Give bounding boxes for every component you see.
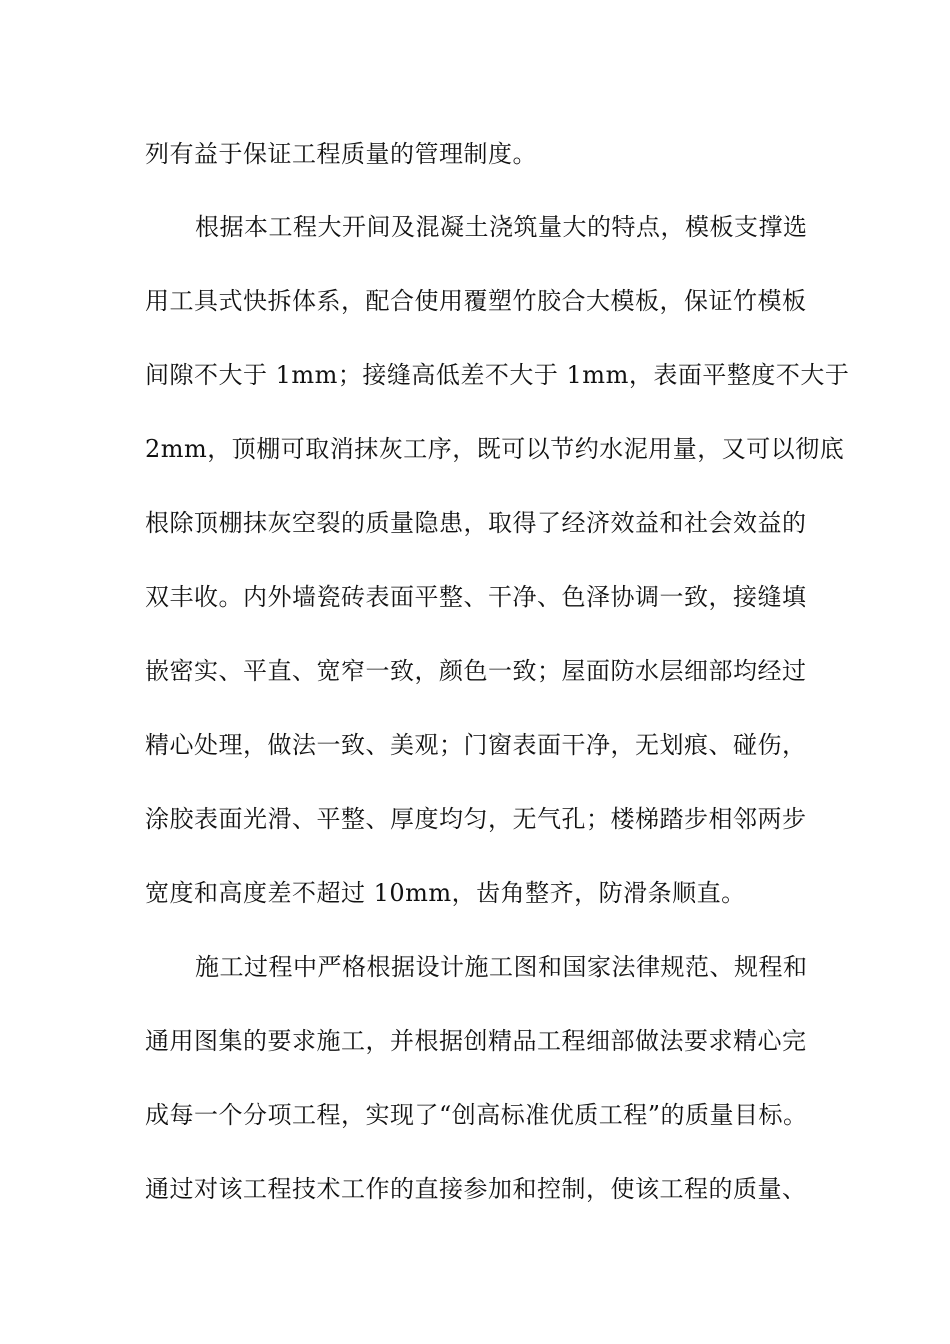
text-line: 通用图集的要求施工，并根据创精品工程细部做法要求精心完 — [145, 1027, 807, 1055]
text-line: 列有益于保证工程质量的管理制度。 — [145, 140, 537, 168]
paragraph-start-line: 根据本工程大开间及混凝土浇筑量大的特点，模板支撑选 — [195, 213, 808, 241]
text-line: 成每一个分项工程，实现了“创高标准优质工程”的质量目标。 — [145, 1101, 808, 1129]
text-line: 用工具式快拆体系，配合使用覆塑竹胶合大模板，保证竹模板 — [145, 287, 807, 315]
text-line: 间隙不大于 1mm；接缝高低差不大于 1mm，表面平整度不大于 — [145, 361, 850, 389]
text-line: 嵌密实、平直、宽窄一致，颜色一致；屋面防水层细部均经过 — [145, 657, 807, 685]
text-line: 宽度和高度差不超过 10mm，齿角整齐，防滑条顺直。 — [145, 879, 746, 907]
paragraph-start-line: 施工过程中严格根据设计施工图和国家法律规范、规程和 — [195, 953, 808, 981]
text-line: 精心处理，做法一致、美观；门窗表面干净，无划痕、碰伤， — [145, 731, 807, 759]
text-line: 根除顶棚抹灰空裂的质量隐患，取得了经济效益和社会效益的 — [145, 509, 807, 537]
text-line: 2mm，顶棚可取消抹灰工序，既可以节约水泥用量，又可以彻底 — [145, 435, 845, 463]
text-line: 通过对该工程技术工作的直接参加和控制，使该工程的质量、 — [145, 1175, 807, 1203]
text-line: 双丰收。内外墙瓷砖表面平整、干净、色泽协调一致，接缝填 — [145, 583, 807, 611]
text-line: 涂胶表面光滑、平整、厚度均匀，无气孔；楼梯踏步相邻两步 — [145, 805, 807, 833]
